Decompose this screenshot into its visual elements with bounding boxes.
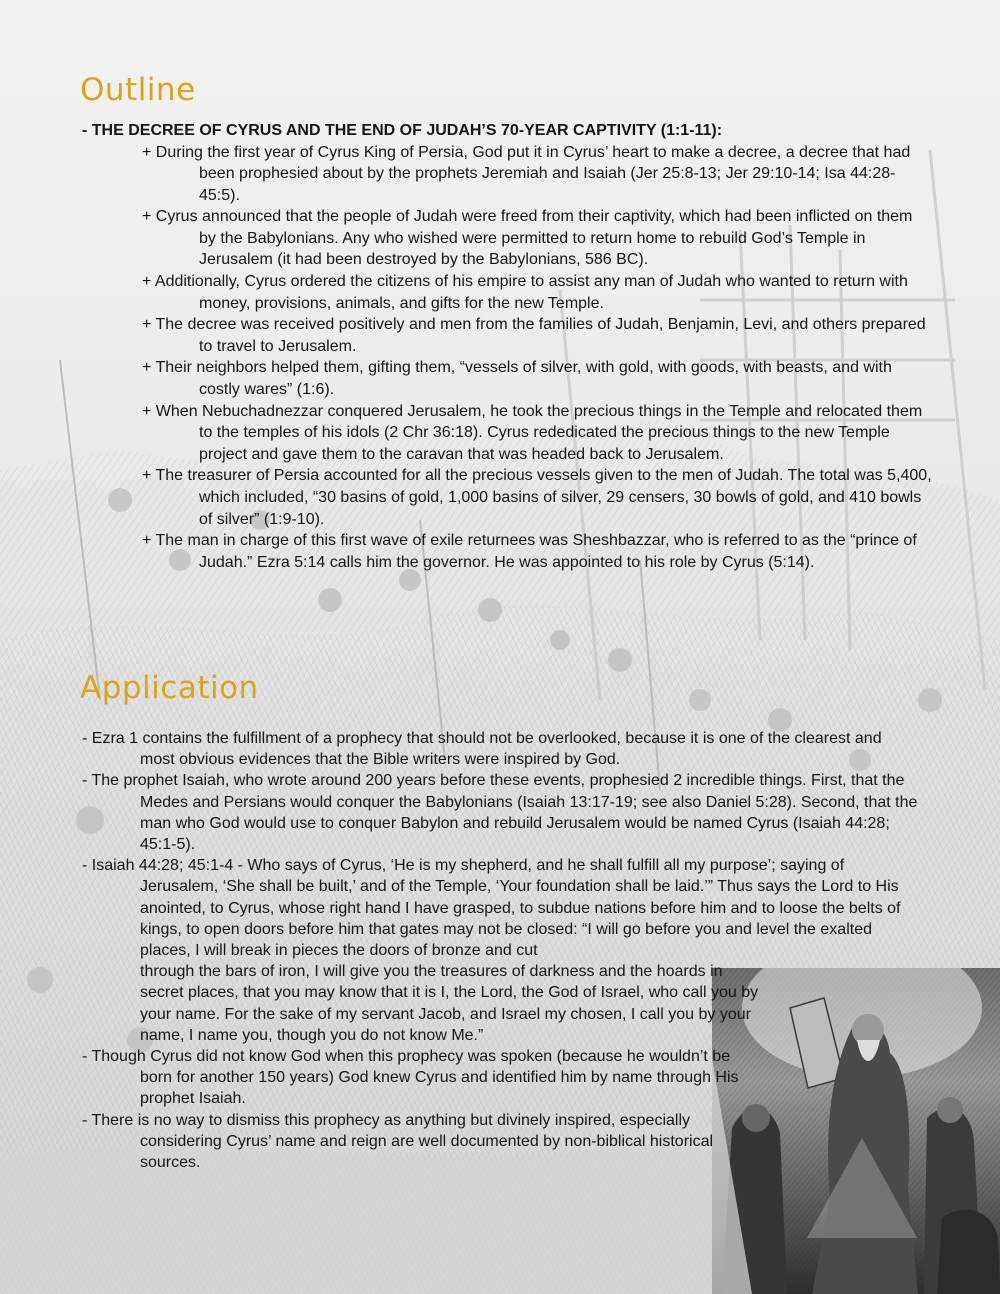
application-item: - Though Cyrus did not know God when this prophecy was spoken (because he wouldn’t be born for another 150 years) God knew Cyrus and identified him by name through His prophet Isaiah. xyxy=(82,1048,739,1108)
outline-item: + The man in charge of this first wave of exile returnees was Sheshbazzar, who is referred to as the “prince of Judah.” Ezra 5:14 calls him the governor. He was appointed to his role by Cyrus (5:14). xyxy=(142,532,917,571)
outline-title: - THE DECREE OF CYRUS AND THE END OF JUDAH’S 70-YEAR CAPTIVITY (1:1-11): xyxy=(82,122,723,139)
application-item: - Ezra 1 contains the fulfillment of a prophecy that should not be overlooked, because it is one of the clearest and most obvious evidences that the Bible writers were inspired by God. xyxy=(82,730,882,769)
outline-section xyxy=(82,120,932,573)
application-item: - The prophet Isaiah, who wrote around 200 years before these events, prophesied 2 incredible things. First, that the Medes and Persians would conquer the Babylonians (Isaiah 13:17-19; see also Daniel 5:28). Second, that the man who God would use to conquer Babylon and rebuild Jerusalem would be named Cyrus (Isaiah 44:28; 45:1-5). xyxy=(82,772,918,854)
outline-item: + Cyrus announced that the people of Judah were freed from their captivity, which had been inflicted on them by the Babylonians. Any who wished were permitted to return home to rebuild God’s Temple in Jerusalem (it had been destroyed by the Babylonians, 586 BC). xyxy=(142,208,913,269)
outline-item: + Their neighbors helped them, gifting them, “vessels of silver, with gold, with goods, with beasts, and with costly wares” (1:6). xyxy=(142,359,892,399)
outline-item: + During the first year of Cyrus King of Persia, God put it in Cyrus’ heart to make a decree, a decree that had been prophesied about by the prophets Jeremiah and Isaiah (Jer 25:8-13; Jer 29:10-14; Isa 44:28-45:5). xyxy=(142,143,911,204)
outline-item: + Additionally, Cyrus ordered the citizens of his empire to assist any man of Judah who wanted to return with money, provisions, animals, and gifts for the new Temple. xyxy=(142,273,908,312)
outline-item: + When Nebuchadnezzar conquered Jerusalem, he took the precious things in the Temple and relocated them to the temples of his idols (2 Chr 36:18). Cyrus rededicated the precious things to the new Temple project and gave them to the caravan that was headed back to Jerusalem. xyxy=(142,402,923,463)
outline-item: + The treasurer of Persia accounted for all the precious vessels given to the men of Judah. The total was 5,400, which included, “30 basins of gold, 1,000 basins of silver, 29 censers, 30 bowls of gold, and 410 bowls of silver” (1:9-10). xyxy=(142,467,932,528)
application-heading: Application xyxy=(80,670,259,706)
application-item-continued: through the bars of iron, I will give you the treasures of darkness and the hoards in secret places, that you may know that it is I, the Lord, the God of Israel, who call you by your name. For the sake of my servant Jacob, and Israel my chosen, I call you by your name, I name you, though you do not know Me.” xyxy=(140,963,759,1044)
outline-heading: Outline xyxy=(80,72,196,108)
outline-item: + The decree was received positively and men from the families of Judah, Benjamin, Levi, and others prepared to travel to Jerusalem. xyxy=(142,316,926,355)
application-item: - Isaiah 44:28; 45:1-4 - Who says of Cyrus, ‘He is my shepherd, and he shall fulfill all my purpose’; saying of Jerusalem, ‘She shall be built,’ and of the Temple, ‘Your foundation shall be laid.’” Thus says the Lord to His anointed, to Cyrus, whose right hand I have grasped, to subdue nations before him and to loose the belts of kings, to open doors before him that gates may not be closed: “I will go before you and level the exalted places, I will break in pieces the doors of bronze and cut xyxy=(82,857,901,960)
application-item: - There is no way to dismiss this prophecy as anything but divinely inspired, especially considering Cyrus’ name and reign are well documented by non-biblical historical sources. xyxy=(82,1111,714,1172)
application-section xyxy=(82,728,920,1173)
